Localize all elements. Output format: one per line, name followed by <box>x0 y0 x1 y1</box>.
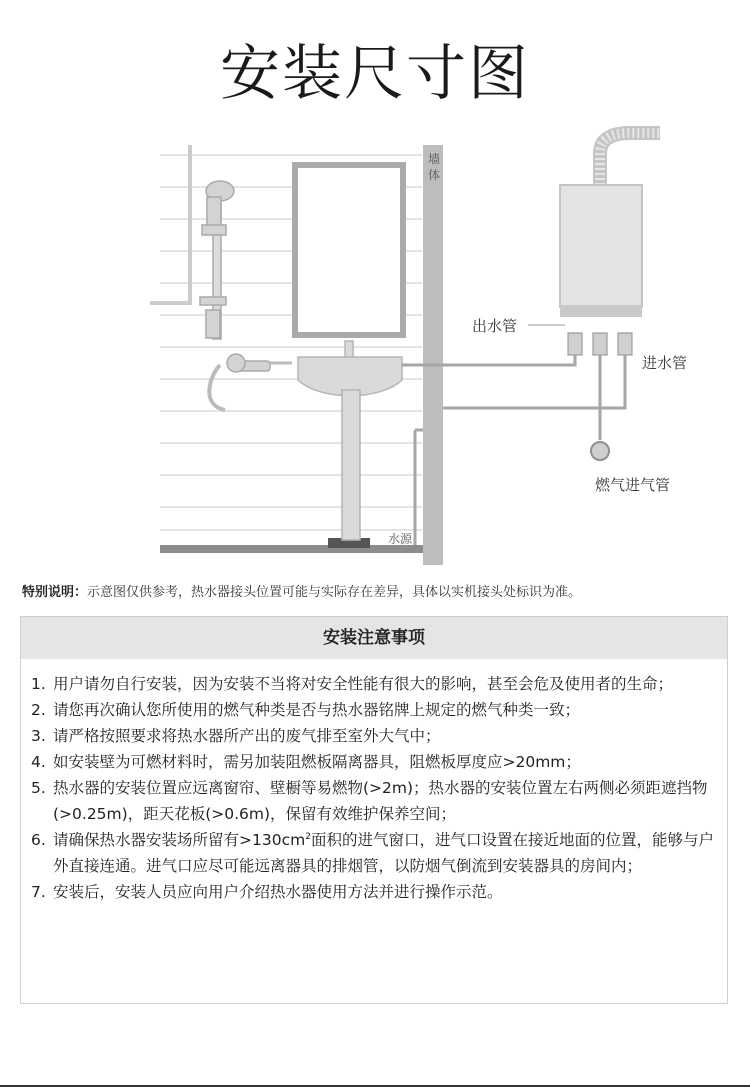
label-water-inlet-pipe: 进水管 <box>642 354 688 372</box>
item-number: 5. <box>31 779 46 797</box>
installation-notes-panel <box>20 616 728 1004</box>
item-number: 2. <box>31 701 46 719</box>
item-number: 3. <box>31 727 46 745</box>
item-text-after: 面积的进气窗口，进气口设置在接近地面的位置，能够与户外直接连通。进气口应尽可能远离器具的排烟管，以防烟气倒流到安装器具的房间内； <box>53 831 714 875</box>
wall-label-2: 体 <box>428 168 441 182</box>
item-text: 用户请勿自行安装，因为安装不当将对安全性能有很大的影响，甚至会危及使用者的生命； <box>53 675 674 693</box>
special-note <box>22 584 732 602</box>
label-gas-inlet-pipe: 燃气进气管 <box>595 476 671 494</box>
list-item <box>31 775 721 827</box>
flue-pipe <box>600 133 660 185</box>
wash-basin <box>298 341 402 540</box>
list-item <box>31 697 721 723</box>
water-heater <box>560 185 642 307</box>
bottom-rule <box>0 1085 750 1087</box>
panel-body <box>21 659 727 905</box>
heater-valves <box>568 333 632 355</box>
mirror <box>295 165 403 335</box>
page-title: 安装尺寸图 <box>220 39 530 109</box>
item-text: 请您再次确认您所使用的燃气种类是否与热水器铭牌上规定的燃气种类一致； <box>53 701 581 719</box>
item-text <box>53 827 721 879</box>
item-number: 1. <box>31 675 46 693</box>
label-water-source: 水源 <box>388 532 413 546</box>
item-text-before: 请确保热水器安装场所留有>130cm <box>53 831 306 849</box>
panel-heading: 安装注意事项 <box>21 617 727 659</box>
list-item <box>31 879 721 905</box>
shower-set <box>200 181 270 410</box>
item-text: 安装后，安装人员应向用户介绍热水器使用方法并进行操作示范。 <box>53 883 503 901</box>
special-note-label: 特别说明： <box>22 585 88 600</box>
gas-inlet-fitting <box>591 442 609 460</box>
installation-diagram <box>40 125 720 565</box>
item-number: 6. <box>31 831 46 849</box>
water-heater-base <box>560 305 642 317</box>
item-text: 如安装壁为可燃材料时，需另加装阻燃板隔离器具，阻燃板厚度应>20mm； <box>53 753 581 771</box>
list-item <box>31 827 721 879</box>
shower-alcove <box>150 145 190 303</box>
item-text: 请严格按照要求将热水器所产出的废气排至室外大气中； <box>53 727 441 745</box>
item-number: 4. <box>31 753 46 771</box>
item-text-superscript: 2 <box>305 831 311 842</box>
list-item <box>31 723 721 749</box>
label-water-outlet-pipe: 出水管 <box>472 317 518 335</box>
item-number: 7. <box>31 883 46 901</box>
wall <box>423 145 443 565</box>
list-item <box>31 671 721 697</box>
wall-label-1: 墙 <box>428 152 441 166</box>
special-note-text: 示意图仅供参考，热水器接头位置可能与实际存在差异，具体以实机接头处标识为准。 <box>87 585 582 600</box>
floor <box>160 545 425 553</box>
item-text: 热水器的安装位置应远离窗帘、壁橱等易燃物(>2m)；热水器的安装位置左右两侧必须距遮挡物(>0.25m)，距天花板(>0.6m)，保留有效维护保养空间； <box>53 779 708 823</box>
list-item <box>31 749 721 775</box>
